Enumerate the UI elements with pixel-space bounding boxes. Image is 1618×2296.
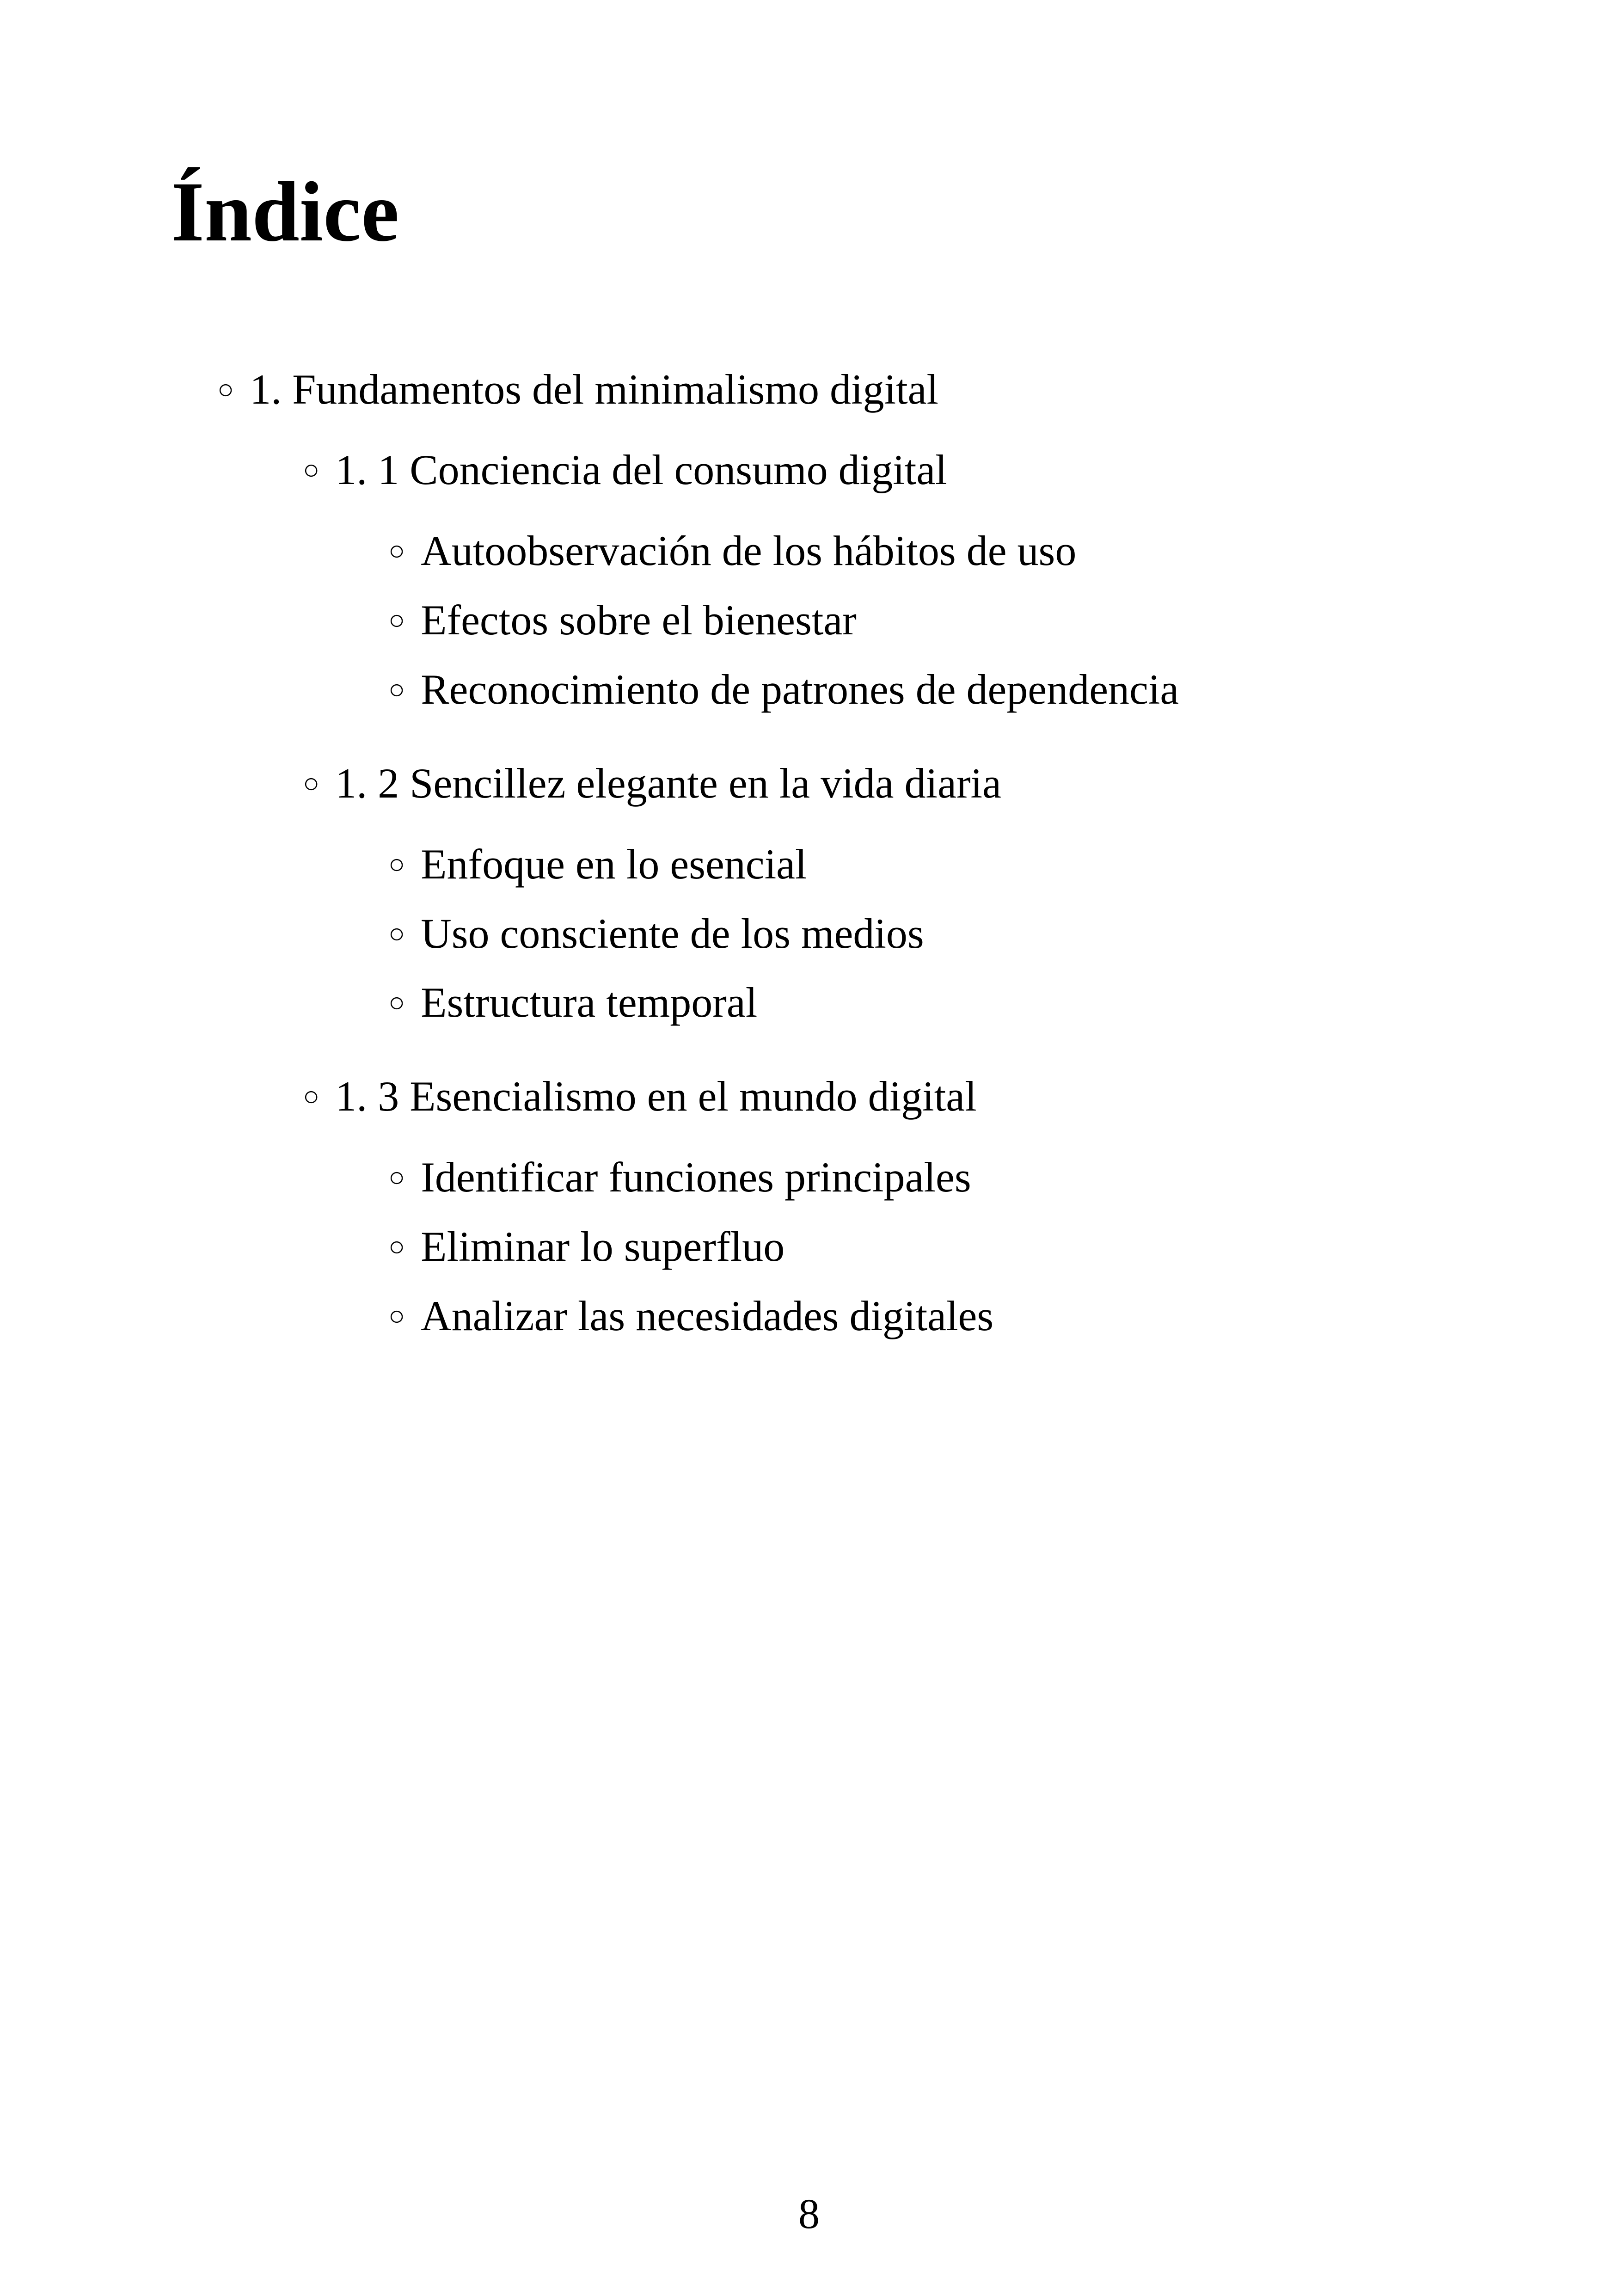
toc-item-label: Estructura temporal xyxy=(421,979,758,1026)
bullet-icon: ○ xyxy=(388,918,405,949)
toc-section-1-3 xyxy=(303,1073,977,1120)
bullet-icon: ○ xyxy=(388,1162,405,1193)
toc-item xyxy=(388,668,1179,711)
toc-item xyxy=(388,529,1076,572)
bullet-icon: ○ xyxy=(388,1301,405,1332)
bullet-icon: ○ xyxy=(388,1231,405,1262)
toc-section-1-2 xyxy=(303,760,1001,807)
toc-chapter-title: 1. Fundamentos del minimalismo digital xyxy=(250,366,939,413)
page-number: 8 xyxy=(798,2190,820,2237)
toc-item xyxy=(388,1154,971,1201)
toc-chapter-1 xyxy=(217,368,938,411)
toc-item-label: Reconocimiento de patrones de dependencia xyxy=(421,666,1179,713)
bullet-icon: ○ xyxy=(388,849,405,880)
toc-item-label: Identificar funciones principales xyxy=(421,1154,971,1201)
toc-item-label: Autoobservación de los hábitos de uso xyxy=(421,527,1077,574)
bullet-icon: ○ xyxy=(388,987,405,1018)
bullet-icon: ○ xyxy=(303,1081,320,1112)
toc-item-label: Uso consciente de los medios xyxy=(421,910,924,957)
bullet-icon: ○ xyxy=(388,535,405,566)
toc-item-label: Enfoque en lo esencial xyxy=(421,841,807,888)
page-title: Índice xyxy=(171,165,399,259)
toc-item-label: Efectos sobre el bienestar xyxy=(421,596,857,644)
toc-item-label: Analizar las necesidades digitales xyxy=(421,1292,994,1339)
toc-item xyxy=(388,841,807,888)
bullet-icon: ○ xyxy=(217,374,234,405)
bullet-icon: ○ xyxy=(388,605,405,636)
toc-section-1-1 xyxy=(303,448,947,491)
toc-item xyxy=(388,912,924,955)
bullet-icon: ○ xyxy=(303,454,320,485)
toc-item xyxy=(388,1292,994,1339)
toc-item xyxy=(388,981,757,1024)
toc-section-title: 1. 3 Esencialismo en el mundo digital xyxy=(335,1073,977,1120)
toc-item-label: Eliminar lo superfluo xyxy=(421,1223,785,1270)
bullet-icon: ○ xyxy=(388,674,405,705)
toc-item xyxy=(388,596,857,644)
bullet-icon: ○ xyxy=(303,768,320,799)
toc-section-title: 1. 1 Conciencia del consumo digital xyxy=(335,446,947,493)
toc-section-title: 1. 2 Sencillez elegante en la vida diaria xyxy=(335,760,1001,807)
toc-item xyxy=(388,1225,784,1268)
